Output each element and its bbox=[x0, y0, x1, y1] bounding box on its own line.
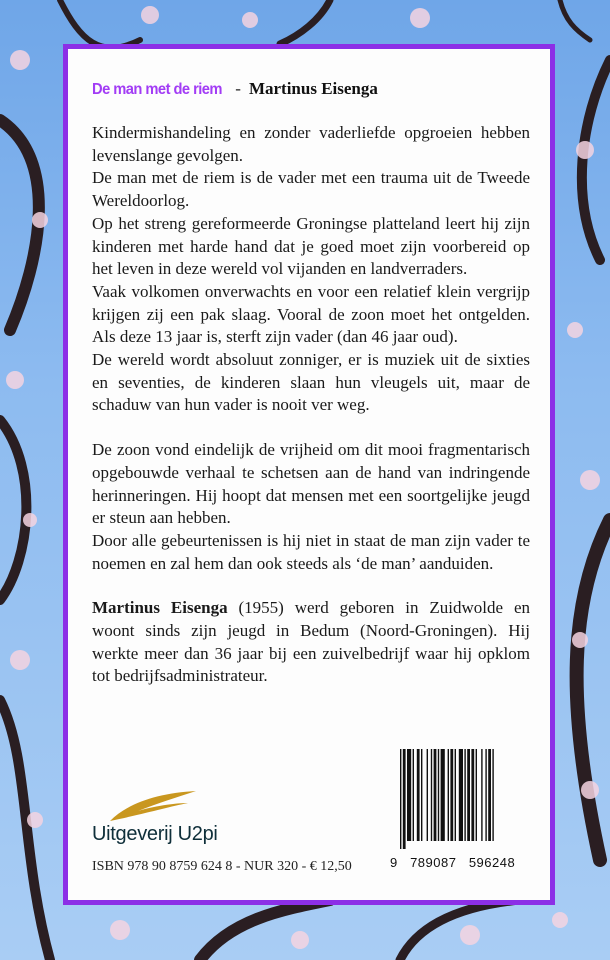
blurb-paragraph: De zoon vond eindelijk de vrijheid om dit mooi fragmentarisch opgebouwde verhaal te schetsen aan de hand van indringende herinneringen. Hij hoopt dat mensen met een soortgelijke jeugd er steun aan hebben. bbox=[92, 440, 530, 528]
barcode-group-2: 596248 bbox=[468, 855, 516, 870]
author-bio bbox=[92, 597, 530, 688]
blurb-paragraph: De wereld wordt absoluut zonniger, er is muziek uit de sixties en seventies, de kinderen slaan hun vleugels uit, maar de schaduw van hun vader is nooit ver weg. bbox=[92, 350, 530, 415]
barcode-image bbox=[400, 749, 525, 849]
publisher-logo-wing-icon bbox=[108, 789, 198, 823]
blurb-paragraph: Kindermishandeling en zonder vaderliefde opgroeien hebben levenslange gevolgen. bbox=[92, 123, 530, 165]
author-name: Martinus Eisenga bbox=[248, 79, 378, 98]
barcode-digit-first: 9 bbox=[390, 855, 398, 870]
barcode-group-1: 789087 bbox=[410, 855, 457, 870]
blurb-paragraph: Vaak volkomen onverwachts en voor een relatief klein vergrijp krijgen zij een pak slaag. Vooral de zoon moet het ontgelden. Als deze 13 jaar is, sterft zijn vader (dan 46 jaar oud). bbox=[92, 281, 530, 347]
blurb-text bbox=[92, 122, 530, 688]
title-separator: - bbox=[235, 79, 241, 98]
blurb-paragraph: Op het streng gereformeerde Groningse platteland leert hij zijn kinderen met harde hand dat je goed moet zijn voorbereid op het leven in deze wereld vol vijanden en landverraders. bbox=[92, 213, 530, 279]
blurb-paragraph: Door alle gebeurtenissen is hij niet in staat de man zijn vader te noemen en zal hem dan ook steeds als ‘de man’ aanduiden. bbox=[92, 530, 530, 573]
bio-author-name: Martinus Eisenga bbox=[92, 598, 228, 618]
publisher-name: Uitgeverij U2pi bbox=[92, 823, 218, 845]
book-title: De man met de riem bbox=[92, 81, 222, 98]
barcode-number bbox=[390, 855, 515, 870]
bio-text: (1955) werd geboren in Zuidwolde en woont sinds zijn jeugd in Bedum (Noord-Groningen). Hij werkte meer dan 36 jaar bij een zuivelbedrijf waar hij opklom tot bedrijfsadministrateur. bbox=[92, 598, 530, 686]
isbn-price-line: ISBN 978 90 8759 624 8 - NUR 320 - € 12,50 bbox=[92, 859, 352, 874]
title-line bbox=[92, 79, 378, 99]
blurb-paragraph: De man met de riem is de vader met een trauma uit de Tweede Wereldoorlog. bbox=[92, 168, 530, 211]
back-cover-panel bbox=[63, 44, 555, 905]
